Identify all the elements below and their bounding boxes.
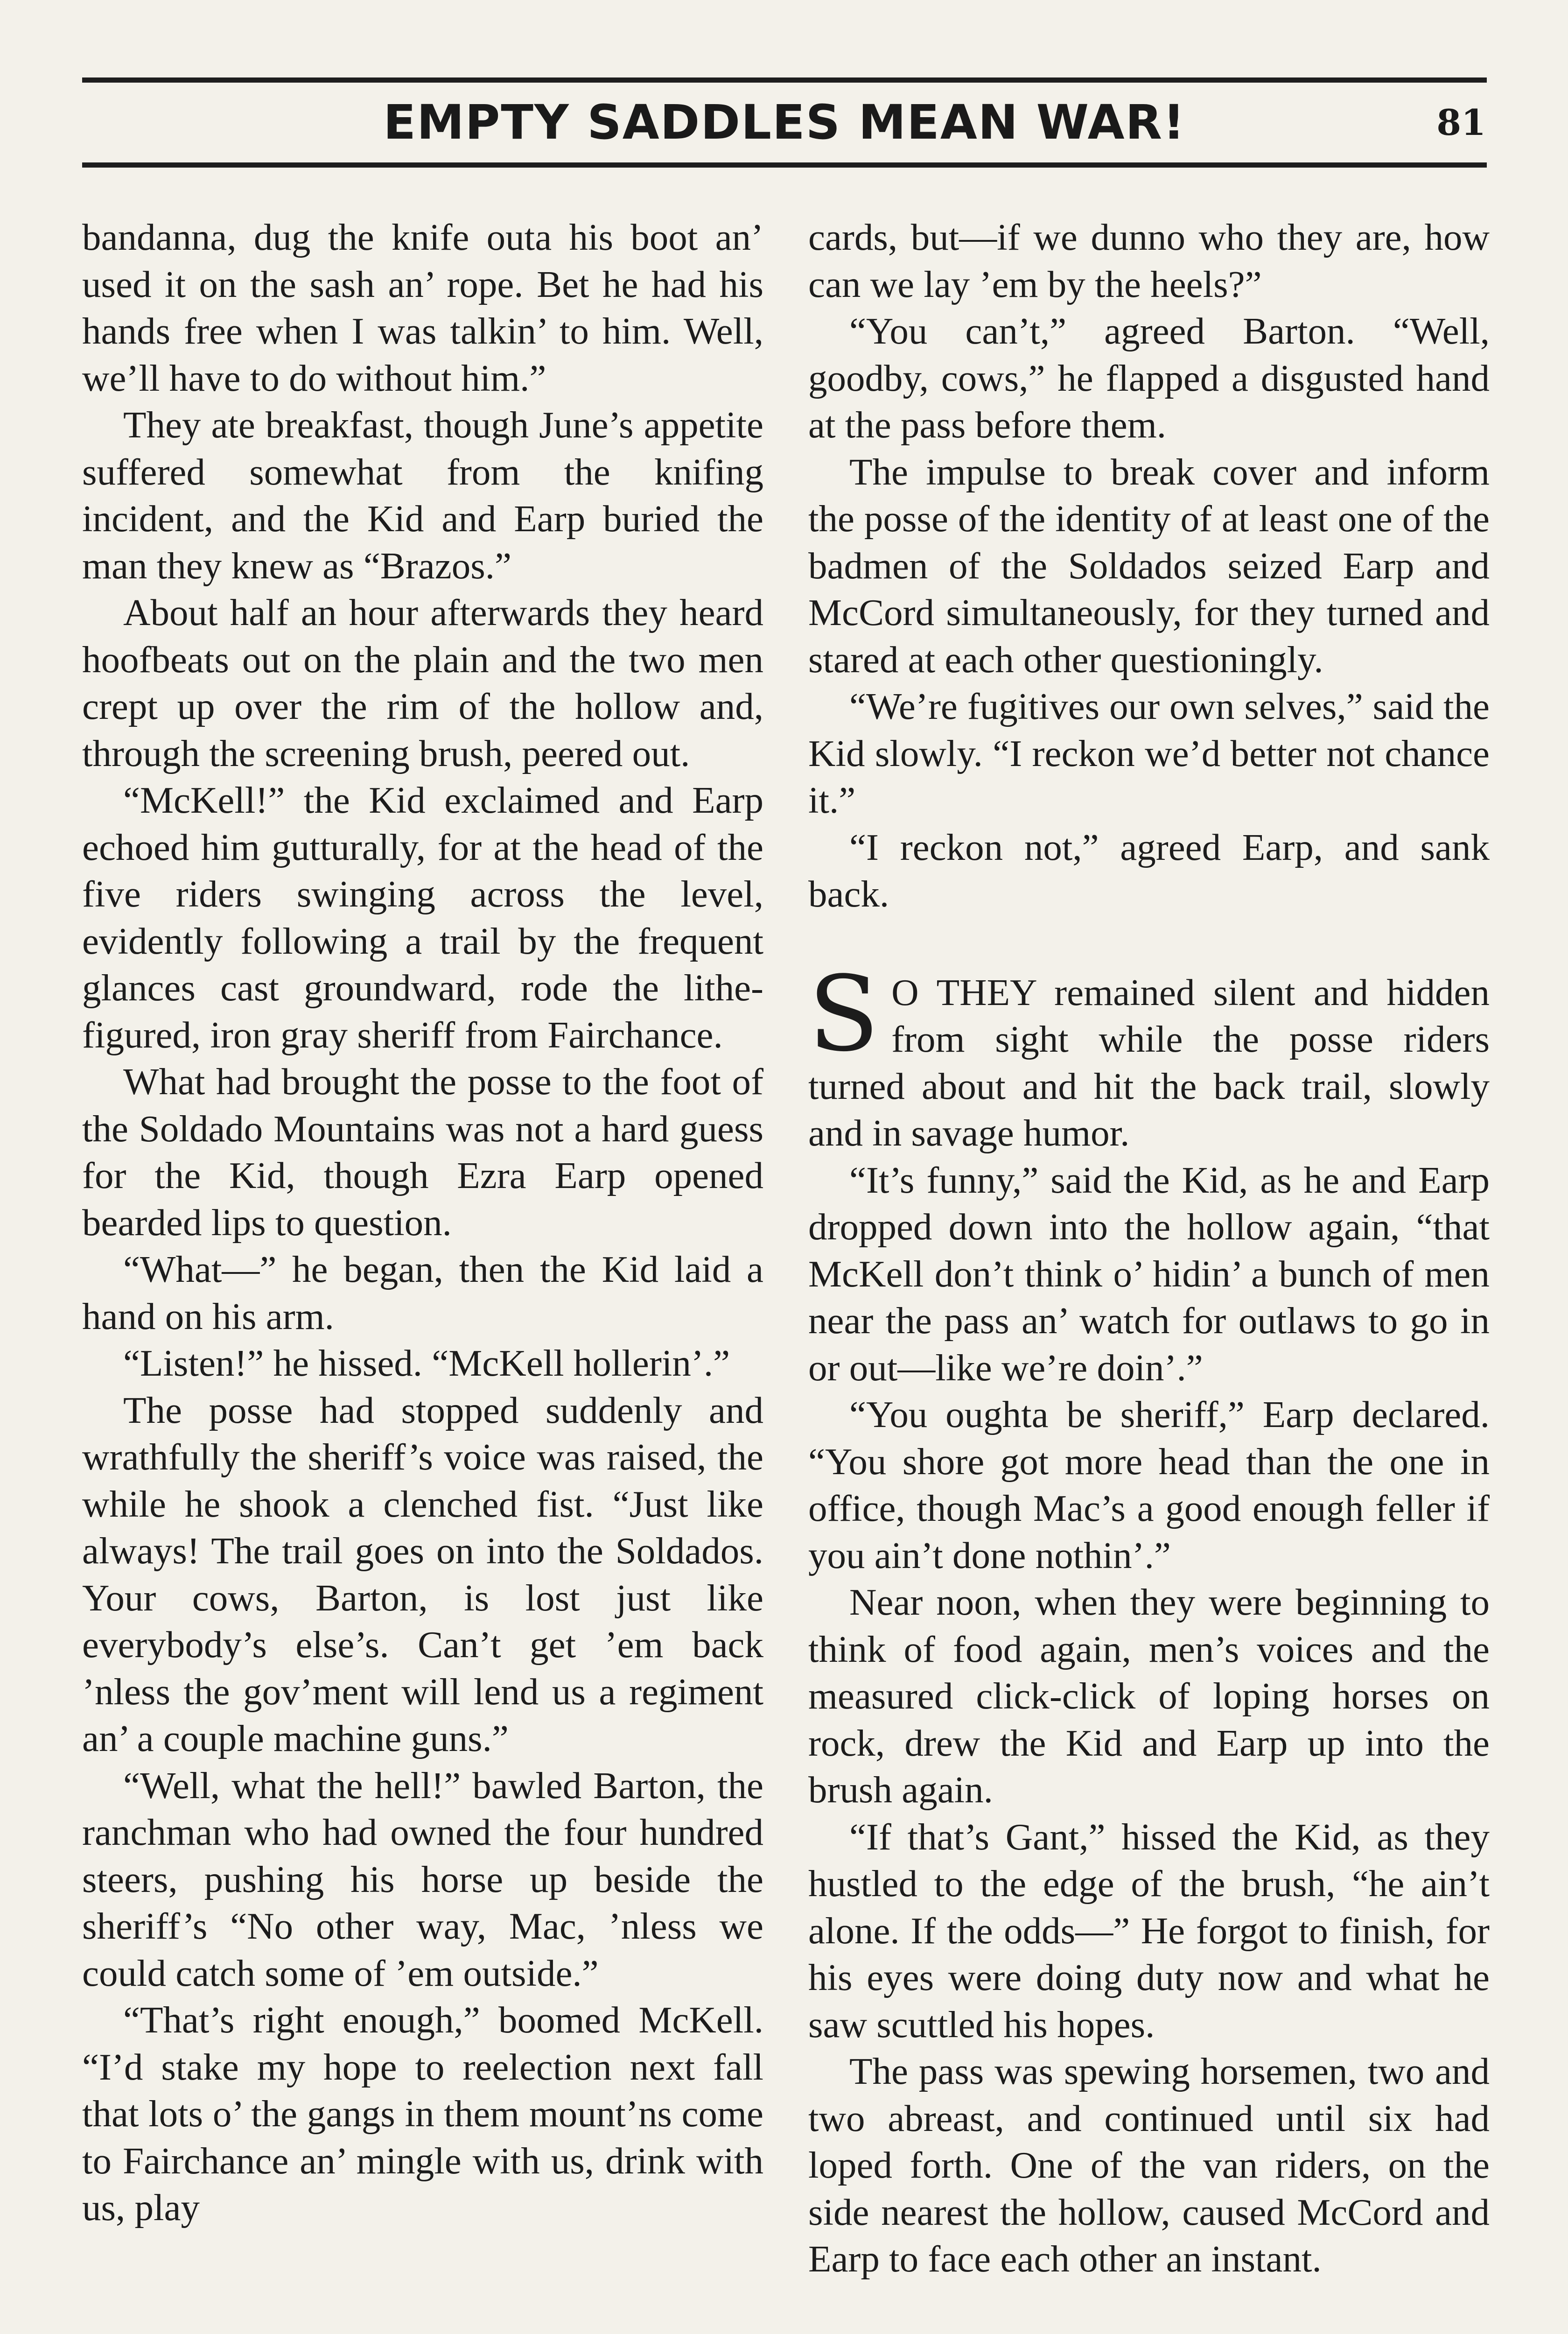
paragraph: About half an hour afterwards they heard hoofbeats out on the plain and the two men crept up over the rim of the hollow and, through the screening brush, peered out. (82, 591, 763, 774)
paragraph: The posse had stopped suddenly and wrathfully the sheriff’s voice was raised, the while he shook a clenched fist. “Just like always! The trail goes on into the Soldados. Your cows, Barton, is lost just like everybody’s else’s. Can’t get ’em back ’nless the gov’ment will lend us a regiment an’ a couple machine guns.” (82, 1389, 763, 1759)
paragraph: “I reckon not,” agreed Earp, and sank back. (808, 826, 1490, 915)
paragraph: “Listen!” he hissed. “McKell hollerin’.” (123, 1342, 730, 1384)
running-title: EMPTY SADDLES MEAN WAR! (383, 95, 1186, 150)
paragraph: Near noon, when they were beginning to think of food again, men’s voices and the measured click-click of loping horses on rock, drew the Kid and Earp up into the brush again. (808, 1581, 1490, 1811)
section-break (808, 918, 1490, 969)
paragraph: “It’s funny,” said the Kid, as he and Earp dropped down into the hollow again, “that McKell don’t think o’ hidin’ a bunch of men near the pass an’ watch for outlaws to go in or out—like we’re doin’.” (808, 1159, 1490, 1389)
drop-cap-text: O THEY remained silent and hidden from sight while the posse riders turned about and hit the back trail, slowly and in savage humor. (808, 971, 1490, 1154)
drop-cap-paragraph (808, 954, 1490, 1157)
paragraph: “That’s right enough,” boomed McKell. “I’d stake my hope to reelection next fall that lots o’ the gangs in them mount’ns come to Fairchance an’ mingle with us, drink with us, play (82, 1999, 763, 2229)
paragraph: The pass was spewing horsemen, two and two abreast, and continued until six had loped forth. One of the van riders, on the side nearest the hollow, caused McCord and Earp to face each other an instant. (808, 2050, 1490, 2280)
left-column (82, 214, 763, 2231)
right-column (808, 214, 1490, 2283)
header-top-rule (82, 77, 1487, 83)
paragraph: “If that’s Gant,” hissed the Kid, as they hustled to the edge of the brush, “he ain’t alone. If the odds—” He forgot to finish, for his eyes were doing duty now and what he saw scuttled his hopes. (808, 1815, 1490, 2046)
header-bottom-rule (82, 162, 1487, 168)
paragraph: “We’re fugitives our own selves,” said the Kid slowly. “I reckon we’d better not chance it.” (808, 685, 1490, 821)
paragraph: “What—” he began, then the Kid laid a hand on his arm. (82, 1248, 763, 1337)
paragraph: They ate breakfast, though June’s appetite suffered somewhat from the knifing incident, and the Kid and Earp buried the man they knew as “Brazos.” (82, 404, 763, 587)
paragraph: “McKell!” the Kid exclaimed and Earp echoed him gutturally, for at the head of the five riders swinging across the level, evidently following a trail by the frequent glances cast groundward, rode the lithe-figured, iron gray sheriff from Fairchance. (82, 779, 763, 1056)
paragraph: The impulse to break cover and inform the posse of the identity of at least one of the badmen of the Soldados seized Earp and McCord simultaneously, for they turned and stared at each other questioningly. (808, 450, 1490, 681)
paragraph: “You can’t,” agreed Barton. “Well, goodby, cows,” he flapped a disgusted hand at the pass before them. (808, 310, 1490, 446)
paragraph: What had brought the posse to the foot of the Soldado Mountains was not a hard guess for the Kid, though Ezra Earp opened bearded lips to question. (82, 1061, 763, 1244)
drop-cap-letter: S (808, 954, 880, 1075)
paragraph: “Well, what the hell!” bawled Barton, the ranchman who had owned the four hundred steers, pushing his horse up beside the sheriff’s “No other way, Mac, ’nless we could catch some of ’em outside.” (82, 1764, 763, 1994)
paragraph: “You oughta be sheriff,” Earp declared. “You shore got more head than the one in office, though Mac’s a good enough feller if you ain’t done nothin’.” (808, 1393, 1490, 1576)
paragraph: cards, but—if we dunno who they are, how can we lay ’em by the heels?” (808, 216, 1490, 305)
page-number: 81 (1436, 102, 1486, 143)
paragraph: bandanna, dug the knife outa his boot an’ used it on the sash an’ rope. Bet he had his hands free when I was talkin’ to him. Well, we’ll have to do without him.” (82, 216, 763, 399)
